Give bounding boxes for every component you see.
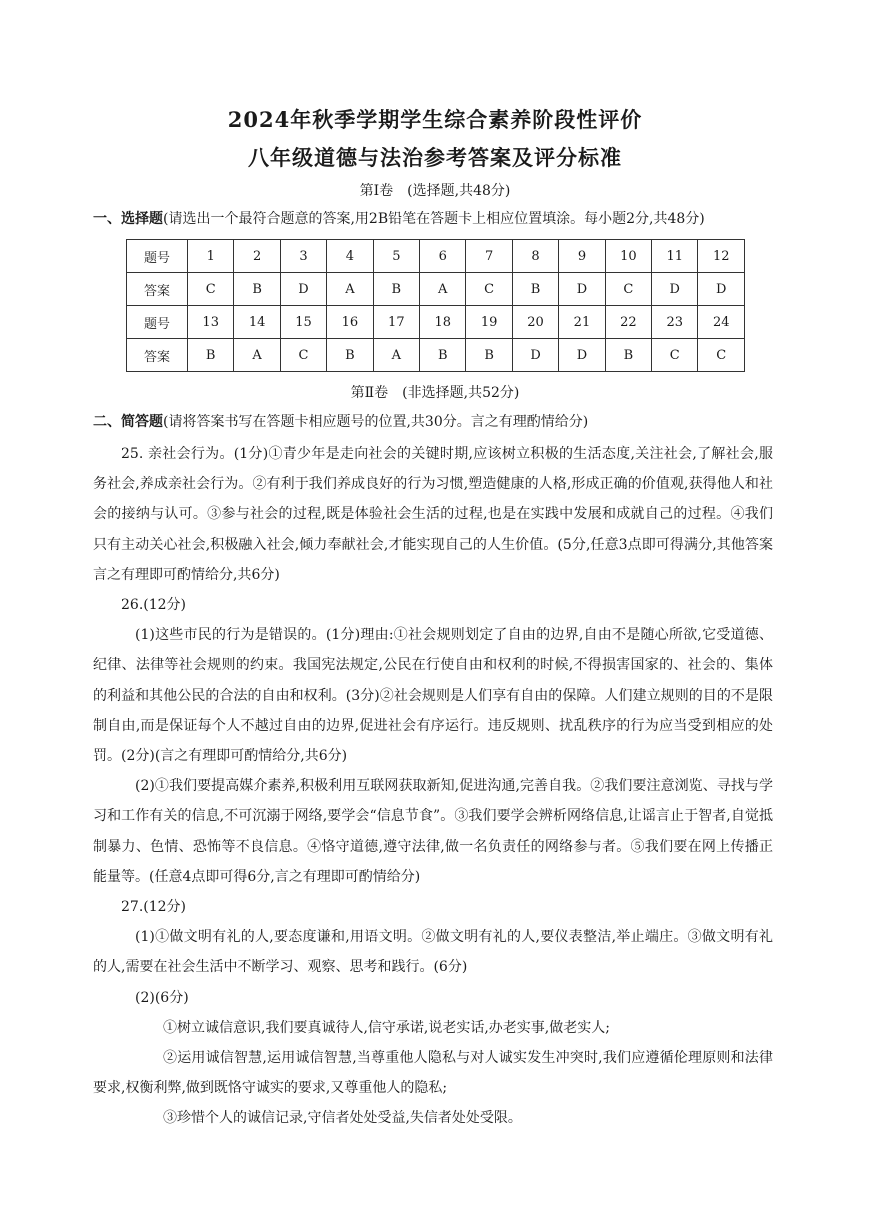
- table-cell: B: [188, 339, 234, 372]
- table-cell: D: [652, 273, 698, 306]
- table-row: [127, 240, 745, 273]
- answer-table: [126, 239, 745, 372]
- row-label: 答案: [127, 339, 188, 372]
- table-cell: B: [466, 339, 512, 372]
- answer-paragraph: (2)①我们要提高媒介素养,积极利用互联网获取新知,促进沟通,完善自我。②我们要注意浏览、寻找与学习和工作有关的信息,不可沉溺于网络,要学会“信息节食”。③我们要学会辨析网络信息,让谣言止于智者,自觉抵制暴力、色情、恐怖等不良信息。④恪守道德,遵守法律,做一名负责任的网络参与者。⑤我们要在网上传播正能量等。(任意4点即可得6分,言之有理即可酌情给分): [93, 778, 773, 885]
- table-cell: B: [420, 339, 466, 372]
- answer-paragraph: 27.(12分): [121, 899, 187, 916]
- title-line-1: 2024年秋季学期学生综合素养阶段性评价: [227, 107, 643, 132]
- answer-paragraph: ③珍惜个人的诚信记录,守信者处处受益,失信者处处受限。: [163, 1110, 522, 1127]
- table-cell: 12: [698, 240, 745, 273]
- table-cell: D: [559, 339, 605, 372]
- table-cell: 7: [466, 240, 512, 273]
- table-cell: 5: [373, 240, 419, 273]
- table-cell: 22: [605, 306, 651, 339]
- table-cell: B: [327, 339, 373, 372]
- table-cell: 15: [280, 306, 326, 339]
- table-cell: 10: [605, 240, 651, 273]
- table-cell: 8: [512, 240, 558, 273]
- table-cell: A: [373, 339, 419, 372]
- table-cell: B: [234, 273, 280, 306]
- table-cell: C: [280, 339, 326, 372]
- table-cell: D: [512, 339, 558, 372]
- table-cell: C: [652, 339, 698, 372]
- table-cell: 19: [466, 306, 512, 339]
- answer-paragraph: (1)①做文明有礼的人,要态度谦和,用语文明。②做文明有礼的人,要仪表整洁,举止端庄。③做文明有礼的人,需要在社会生活中不断学习、观察、思考和践行。(6分): [93, 929, 773, 976]
- table-cell: B: [373, 273, 419, 306]
- answer-paragraph: ①树立诚信意识,我们要真诚待人,信守承诺,说老实话,办老实事,做老实人;: [163, 1019, 610, 1036]
- answer-paragraph: (1)这些市民的行为是错误的。(1分)理由:①社会规则划定了自由的边界,自由不是随心所欲,它受道德、纪律、法律等社会规则的约束。我国宪法规定,公民在行使自由和权利的时候,不得损害国家的、社会的、集体的利益和其他公民的合法的自由和权利。(3分)②社会规则是人们享有自由的保障。人们建立规则的目的不是限制自由,而是保证每个人不越过自由的边界,促进社会有序运行。违反规则、扰乱秩序的行为应当受到相应的处罚。(2分)(言之有理即可酌情给分,共6分): [93, 627, 773, 765]
- table-cell: A: [234, 339, 280, 372]
- table-cell: 2: [234, 240, 280, 273]
- table-cell: 11: [652, 240, 698, 273]
- table-cell: B: [605, 339, 651, 372]
- row-label: 题号: [127, 240, 188, 273]
- table-cell: C: [466, 273, 512, 306]
- answer-paragraph: (2)(6分): [135, 989, 189, 1006]
- row-label: 题号: [127, 306, 188, 339]
- part-2-desc: (请将答案书写在答题卡相应题号的位置,共30分。言之有理酌情给分): [163, 414, 589, 430]
- volume-2-heading: 第Ⅱ卷 (非选择题,共52分): [350, 385, 520, 401]
- table-cell: 4: [327, 240, 373, 273]
- table-cell: 3: [280, 240, 326, 273]
- table-cell: D: [280, 273, 326, 306]
- part-1-label: 一、选择题: [93, 211, 163, 227]
- row-label: 答案: [127, 273, 188, 306]
- answer-paragraph: 26.(12分): [121, 597, 187, 614]
- table-cell: 20: [512, 306, 558, 339]
- table-cell: 21: [559, 306, 605, 339]
- table-cell: 24: [698, 306, 745, 339]
- table-cell: 18: [420, 306, 466, 339]
- table-cell: D: [559, 273, 605, 306]
- answer-paragraph: 25. 亲社会行为。(1分)①青少年是走向社会的关键时期,应该树立积极的生活态度,关注社会,了解社会,服务社会,养成亲社会行为。②有利于我们养成良好的行为习惯,塑造健康的人格,形成正确的价值观,获得他人和社会的接纳与认可。③参与社会的过程,既是体验社会生活的过程,也是在实践中发展和成就自己的过程。④我们只有主动关心社会,积极融入社会,倾力奉献社会,才能实现自己的人生价值。(5分,任意3点即可得满分,其他答案言之有理即可酌情给分,共6分): [93, 446, 773, 583]
- part-2-label: 二、简答题: [93, 414, 163, 430]
- table-row: [127, 306, 745, 339]
- answer-paragraph: ②运用诚信智慧,运用诚信智慧,当尊重他人隐私与对人诚实发生冲突时,我们应遵循伦理原则和法律要求,权衡利弊,做到既恪守诚实的要求,又尊重他人的隐私;: [93, 1050, 773, 1097]
- table-cell: A: [327, 273, 373, 306]
- table-cell: 1: [188, 240, 234, 273]
- table-row: [127, 339, 745, 372]
- part-1-desc: (请选出一个最符合题意的答案,用2B铅笔在答题卡上相应位置填涂。每小题2分,共48分): [163, 211, 705, 227]
- title-line-2: 八年级道德与法治参考答案及评分标准: [248, 145, 622, 170]
- table-cell: 6: [420, 240, 466, 273]
- part-2-instructions: [93, 411, 588, 431]
- part-1-instructions: [93, 208, 705, 228]
- answer-body: [93, 439, 773, 1134]
- table-cell: 17: [373, 306, 419, 339]
- table-row: [127, 273, 745, 306]
- table-cell: C: [188, 273, 234, 306]
- table-cell: B: [512, 273, 558, 306]
- table-cell: D: [698, 273, 745, 306]
- volume-1-heading: 第Ⅰ卷 (选择题,共48分): [359, 183, 511, 199]
- table-cell: C: [605, 273, 651, 306]
- table-cell: C: [698, 339, 745, 372]
- table-cell: 9: [559, 240, 605, 273]
- table-cell: 14: [234, 306, 280, 339]
- table-cell: 16: [327, 306, 373, 339]
- table-cell: 23: [652, 306, 698, 339]
- table-cell: 13: [188, 306, 234, 339]
- table-cell: A: [420, 273, 466, 306]
